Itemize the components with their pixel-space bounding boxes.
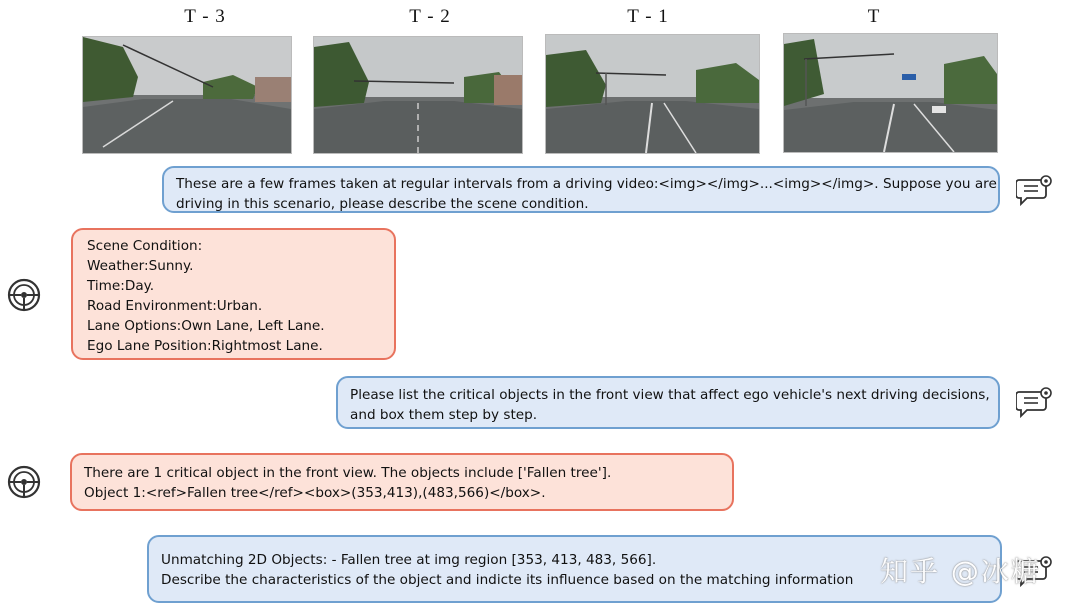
message-user-2 bbox=[336, 376, 1000, 429]
steering-wheel-icon bbox=[5, 463, 43, 501]
message-user-3 bbox=[147, 535, 1002, 603]
steering-wheel-icon bbox=[5, 276, 43, 314]
message-line: Object 1:<ref>Fallen tree</ref><box>(353,413),(483,566)</box>. bbox=[84, 485, 546, 501]
message-line: Scene Condition: bbox=[87, 238, 203, 254]
frame-label-t: T bbox=[867, 6, 881, 27]
frame-label-t1: T - 1 bbox=[627, 6, 669, 27]
message-line: Road Environment:Urban. bbox=[87, 298, 263, 314]
frame-image-t1 bbox=[545, 34, 760, 154]
message-line: Ego Lane Position:Rightmost Lane. bbox=[87, 338, 323, 354]
frame-label-t3: T - 3 bbox=[184, 6, 226, 27]
message-line: These are a few frames taken at regular intervals from a driving video:<img></img>...<img></img>. Suppose you are bbox=[176, 176, 997, 192]
message-assistant-2 bbox=[70, 453, 734, 511]
message-line: and box them step by step. bbox=[350, 407, 538, 423]
message-user-1 bbox=[162, 166, 1000, 213]
message-line: Unmatching 2D Objects: - Fallen tree at img region [353, 413, 483, 566]. bbox=[161, 552, 657, 568]
frame-label-t2: T - 2 bbox=[409, 6, 451, 27]
frame-image-t bbox=[783, 33, 998, 153]
chat-gear-icon bbox=[1016, 172, 1054, 210]
message-line: driving in this scenario, please describe the scene condition. bbox=[176, 196, 589, 212]
message-line: Weather:Sunny. bbox=[87, 258, 194, 274]
message-assistant-1 bbox=[71, 228, 396, 360]
watermark: 知乎 @冰糖 bbox=[880, 555, 1041, 588]
message-line: Time:Day. bbox=[87, 278, 155, 294]
message-line: Please list the critical objects in the front view that affect ego vehicle's next driving decisions, bbox=[350, 387, 990, 403]
frame-image-t2 bbox=[313, 36, 523, 154]
message-line: Lane Options:Own Lane, Left Lane. bbox=[87, 318, 325, 334]
frame-image-t3 bbox=[82, 36, 292, 154]
message-line: Describe the characteristics of the object and indicte its influence based on the matching information bbox=[161, 572, 854, 588]
message-line: There are 1 critical object in the front view. The objects include ['Fallen tree']. bbox=[84, 465, 612, 481]
chat-gear-icon bbox=[1016, 384, 1054, 422]
